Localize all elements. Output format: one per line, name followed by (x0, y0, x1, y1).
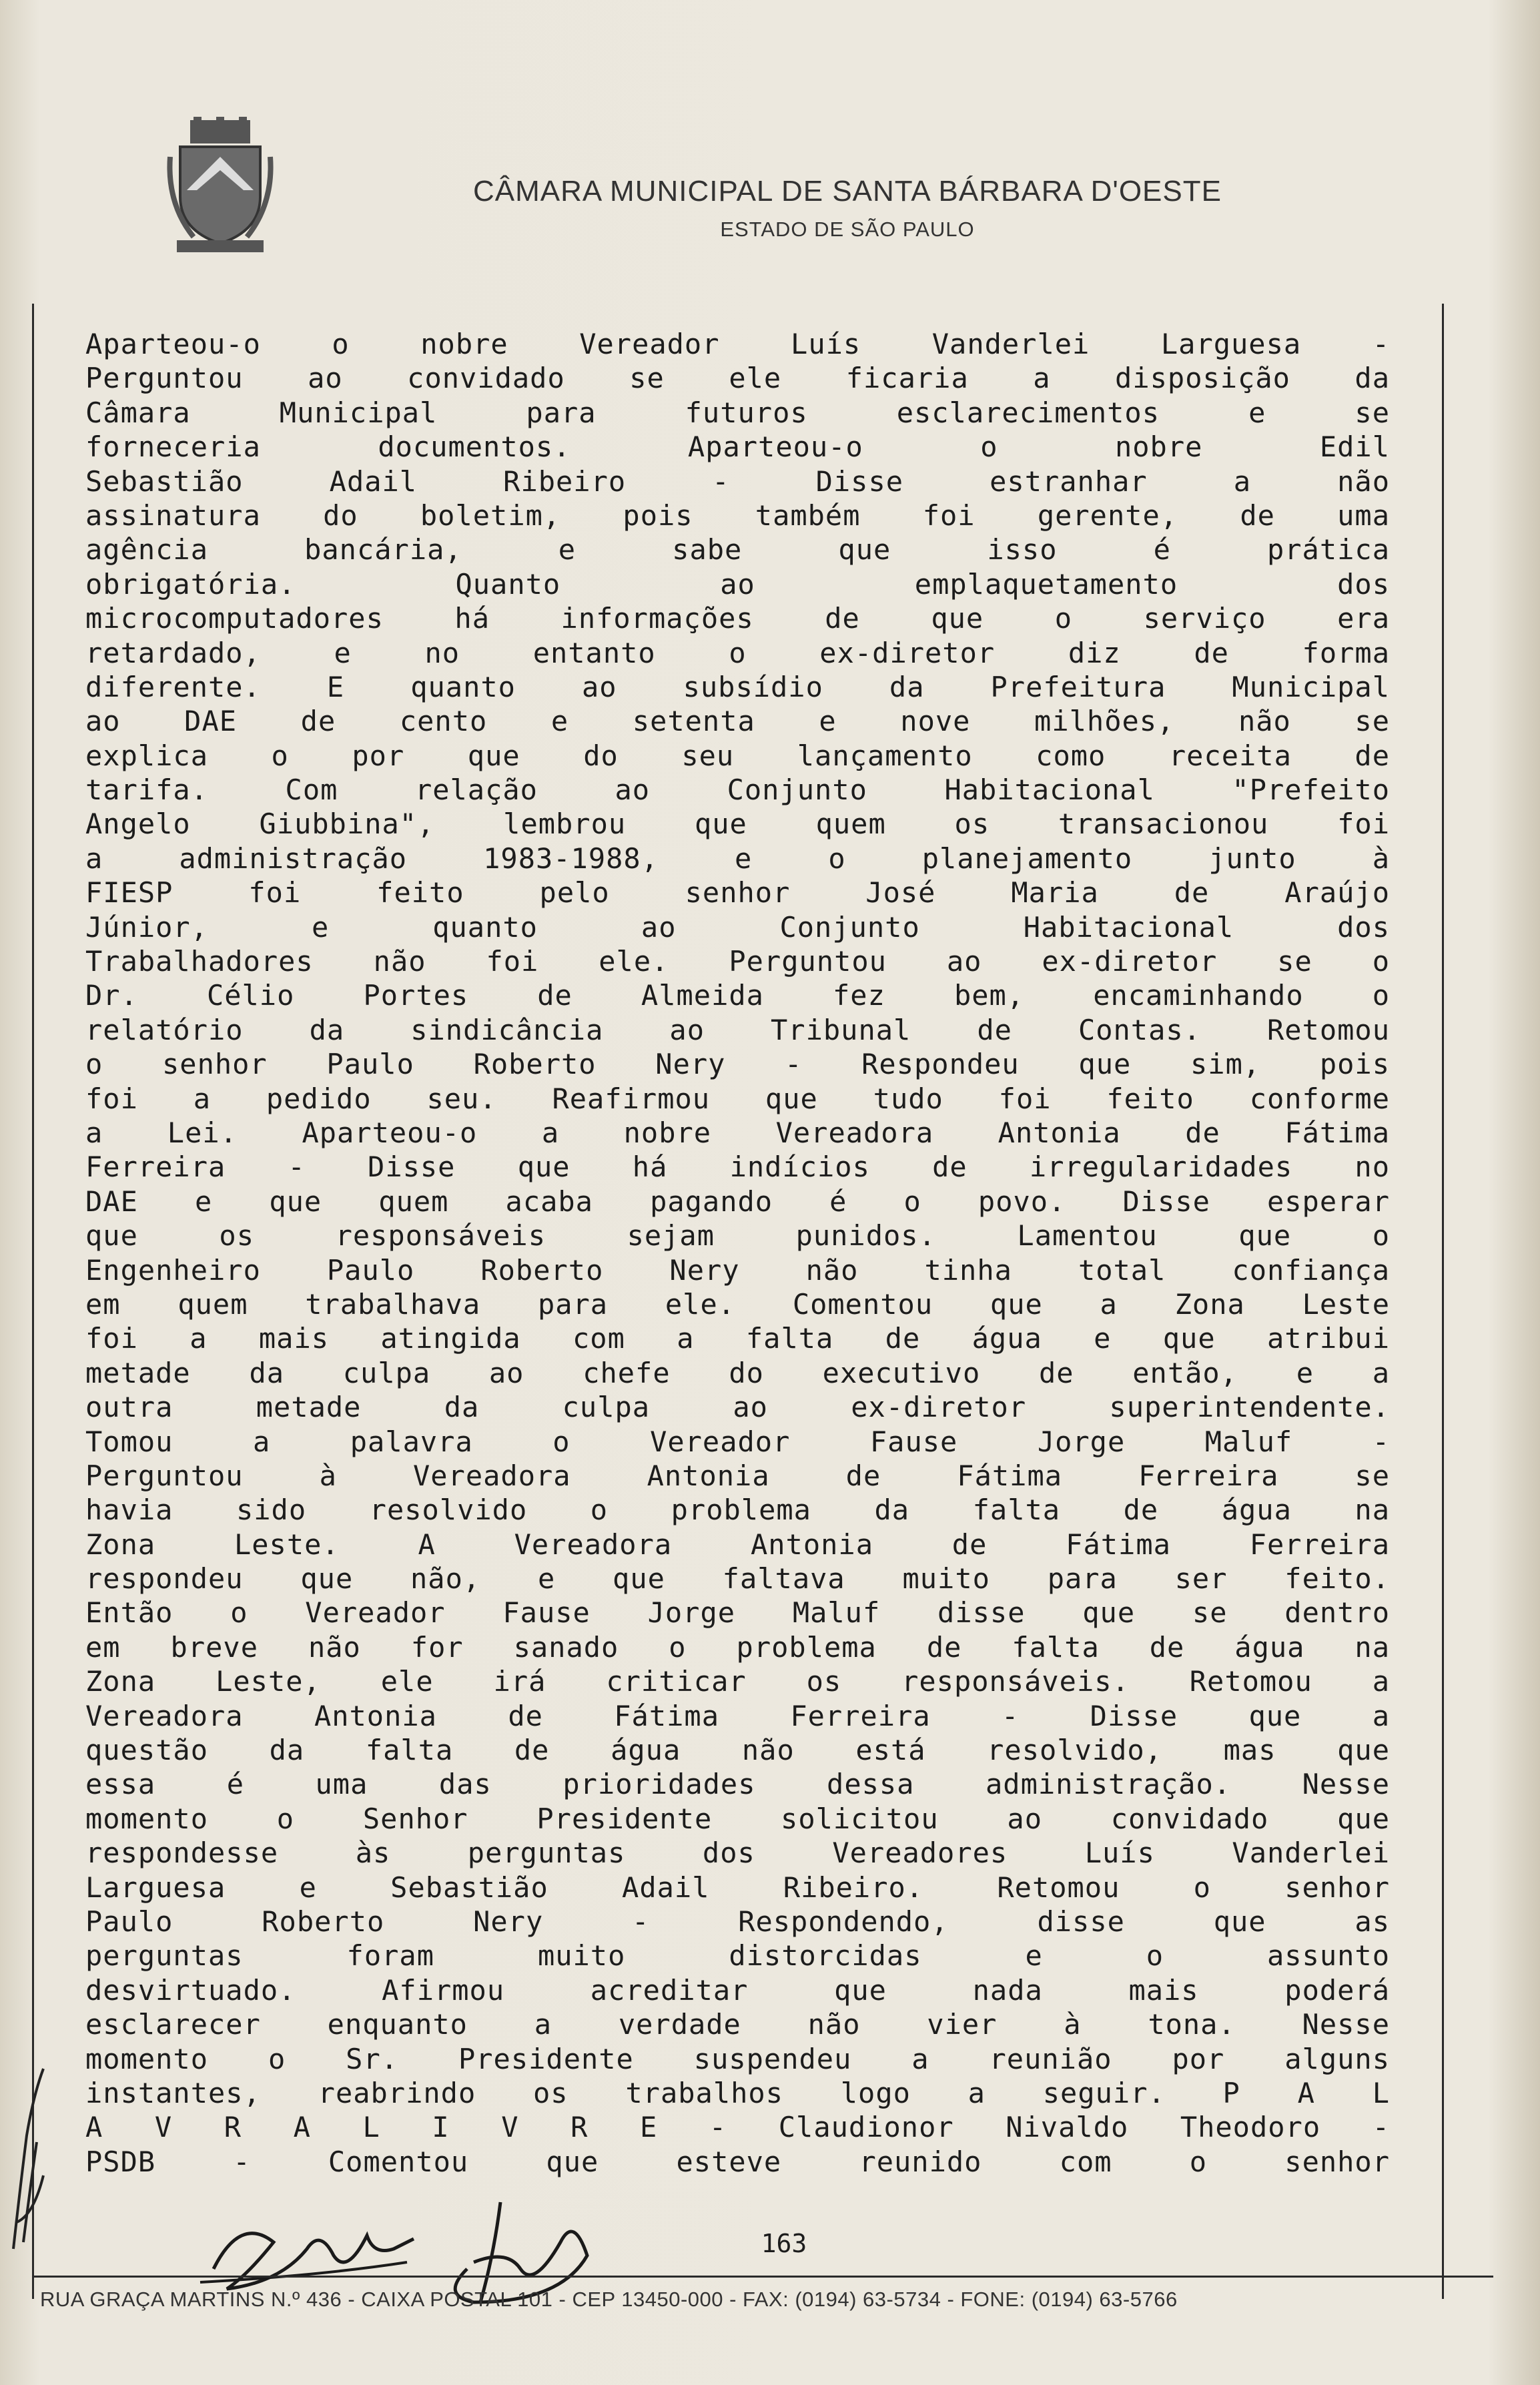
text-line: respondesse às perguntas dos Vereadores Luís Vanderlei (85, 1836, 1390, 1870)
text-line: metade da culpa ao chefe do executivo de então, e a (85, 1356, 1390, 1389)
text-line: Perguntou ao convidado se ele ficaria a disposição da (85, 362, 1390, 395)
text-line: tarifa. Com relação ao Conjunto Habitacional "Prefeito (85, 773, 1390, 807)
minutes-text (85, 327, 1390, 2179)
text-line: outra metade da culpa ao ex-diretor superintendente. (85, 1391, 1390, 1424)
text-line: Engenheiro Paulo Roberto Nery não tinha total confiança (85, 1253, 1390, 1287)
text-line: Trabalhadores não foi ele. Perguntou ao ex-diretor se o (85, 945, 1390, 978)
coat-of-arms-icon (167, 117, 274, 257)
text-line: o senhor Paulo Roberto Nery - Respondeu que sim, pois (85, 1048, 1390, 1081)
text-line: agência bancária, e sabe que isso é prática (85, 533, 1390, 567)
text-line: momento o Sr. Presidente suspendeu a reunião por alguns (85, 2042, 1390, 2075)
text-line: PSDB - Comentou que esteve reunido com o senhor (85, 2145, 1390, 2178)
text-line: a administração 1983-1988, e o planejamento junto à (85, 841, 1390, 875)
text-line: relatório da sindicância ao Tribunal de Contas. Retomou (85, 1013, 1390, 1046)
footer-address: RUA GRAÇA MARTINS N.º 436 - CAIXA POSTAL 101 - CEP 13450-000 - FAX: (0194) 63-5734 - FONE: (0194) 63-5766 (40, 2288, 1178, 2311)
organization-name: CÂMARA MUNICIPAL DE SANTA BÁRBARA D'OESTE (473, 175, 1222, 208)
text-line: obrigatória. Quanto ao emplaquetamento dos (85, 567, 1390, 601)
text-line: microcomputadores há informações de que o serviço era (85, 602, 1390, 635)
text-line: Zona Leste. A Vereadora Antonia de Fátima Ferreira (85, 1527, 1390, 1561)
text-line: perguntas foram muito distorcidas e o assunto (85, 1939, 1390, 1973)
text-line: Sebastião Adail Ribeiro - Disse estranhar a não (85, 464, 1390, 498)
text-line: Paulo Roberto Nery - Respondendo, disse que as (85, 1905, 1390, 1938)
text-line: Vereadora Antonia de Fátima Ferreira - Disse que a (85, 1699, 1390, 1732)
text-line: A V R A L I V R E - Claudionor Nivaldo Theodoro - (85, 2111, 1390, 2144)
footer-divider (32, 2276, 1493, 2278)
text-line: em quem trabalhava para ele. Comentou que a Zona Leste (85, 1287, 1390, 1321)
text-line: essa é uma das prioridades dessa administração. Nesse (85, 1768, 1390, 1801)
text-line: Júnior, e quanto ao Conjunto Habitacional dos (85, 910, 1390, 944)
page-number: 163 (761, 2229, 807, 2258)
text-line: Aparteou-o o nobre Vereador Luís Vanderlei Larguesa - (85, 328, 1390, 360)
text-line: Então o Vereador Fause Jorge Maluf disse que se dentro (85, 1596, 1390, 1630)
text-line: forneceria documentos. Aparteou-o o nobre Edil (85, 430, 1390, 464)
text-line: explica o por que do seu lançamento como receita de (85, 739, 1390, 772)
text-line: em breve não for sanado o problema de falta de água na (85, 1630, 1390, 1664)
text-line: Dr. Célio Portes de Almeida fez bem, encaminhando o (85, 979, 1390, 1012)
letterhead (347, 175, 1348, 242)
margin-initials-icon (7, 2055, 53, 2256)
text-line: assinatura do boletim, pois também foi gerente, de uma (85, 498, 1390, 532)
text-line: diferente. E quanto ao subsídio da Prefeitura Municipal (85, 670, 1390, 703)
text-line: Zona Leste, ele irá criticar os responsáveis. Retomou a (85, 1665, 1390, 1698)
text-line: foi a mais atingida com a falta de água e que atribui (85, 1322, 1390, 1355)
text-line: FIESP foi feito pelo senhor José Maria de Araújo (85, 876, 1390, 910)
text-line: foi a pedido seu. Reafirmou que tudo foi feito conforme (85, 1082, 1390, 1115)
text-line: DAE e que quem acaba pagando é o povo. Disse esperar (85, 1184, 1390, 1218)
text-line: havia sido resolvido o problema da falta de água na (85, 1493, 1390, 1527)
text-line: Câmara Municipal para futuros esclarecimentos e se (85, 396, 1390, 429)
text-line: momento o Senhor Presidente solicitou ao convidado que (85, 1802, 1390, 1835)
text-line: ao DAE de cento e setenta e nove milhões, não se (85, 705, 1390, 738)
text-line: Perguntou à Vereadora Antonia de Fátima Ferreira se (85, 1459, 1390, 1492)
text-line: instantes, reabrindo os trabalhos logo a seguir. P A L (85, 2076, 1390, 2109)
text-line: respondeu que não, e que faltava muito para ser feito. (85, 1562, 1390, 1596)
text-line: Tomou a palavra o Vereador Fause Jorge Maluf - (85, 1425, 1390, 1458)
text-line: a Lei. Aparteou-o a nobre Vereadora Antonia de Fátima (85, 1116, 1390, 1149)
text-line: Angelo Giubbina", lembrou que quem os transacionou foi (85, 807, 1390, 841)
state-name: ESTADO DE SÃO PAULO (720, 218, 975, 241)
text-line: desvirtuado. Afirmou acreditar que nada mais poderá (85, 1973, 1390, 2007)
text-line: esclarecer enquanto a verdade não vier à tona. Nesse (85, 2008, 1390, 2041)
text-line: que os responsáveis sejam punidos. Lamentou que o (85, 1219, 1390, 1253)
text-line: retardado, e no entanto o ex-diretor diz de forma (85, 636, 1390, 669)
text-line: Larguesa e Sebastião Adail Ribeiro. Retomou o senhor (85, 1870, 1390, 1904)
text-line: questão da falta de água não está resolvido, mas que (85, 1734, 1390, 1767)
text-line: Ferreira - Disse que há indícios de irregularidades no (85, 1150, 1390, 1184)
